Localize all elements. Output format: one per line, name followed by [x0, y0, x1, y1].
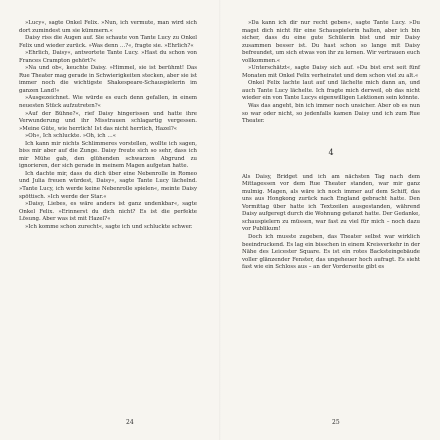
paragraph: Ich kann mir nichts Schlimmeres vorstellen, wollte ich sagen, biss mir aber auf die Zunge. Daisy freute sich so sehr, dass ich mir Mühe gab, den glühenden schwarzen Abgrund zu ignorieren, der sich gerade in meinem Magen aufgetan hatte. — [19, 140, 197, 170]
chapter-number: 4 — [328, 147, 334, 157]
page-number-right: 25 — [332, 419, 340, 426]
right-page — [242, 20, 420, 426]
paragraph: Daisy riss die Augen auf. Sie schaute von Tante Lucy zu Onkel Felix und wieder zurück. »Was denn …?«, fragte sie. »Ehrlich?« — [19, 35, 197, 49]
paragraph: Was das angeht, bin ich immer noch unsicher. Aber ob es nun so war oder nicht, so jedenfalls kamen Daisy und ich zum Rue Theater. — [242, 103, 420, 125]
page-number-left: 24 — [126, 419, 134, 426]
paragraph: Doch ich musste zugeben, das Theater selbst war wirklich beeindruckend. Es lag ein bisschen in einem Kreisverkehr in der Nähe des Leicester Square. Es ist ein rotes Backsteingebäude voller glänzender Fenster, das ungeheuer hoch aufragt. Es sieht fast wie ein Schloss aus – an der Vorderseite gibt es — [242, 234, 420, 271]
paragraph: »Da kann ich dir nur recht geben«, sagte Tante Lucy. »Du magst dich nicht für eine Schauspielerin halten, aber ich bin sicher, dass du eine gute Schülerin bist und mir Daisy zusammen besser ist. Du hast schon so lange mit Daisy befreundet, um sich etwas von ihr zu lernen. Wir vertrauen euch vollkommen.« — [242, 20, 420, 64]
right-page-text-after — [242, 174, 420, 272]
paragraph: »Auf der Bühne?«, rief Daisy hingerissen und hatte ihre Verwunderung und ihr Misstrauen schlagartig vergessen. »Meine Güte, wie herrlich! Ist das nicht herrlich, Hazel?« — [19, 110, 197, 132]
paragraph: »Unterschätzt«, sagte Daisy sich auf. »Du bist erst seit fünf Monaten mit Onkel Felix verheiratet und dem schon viel zu alt.« — [242, 65, 420, 79]
paragraph: »Na und ob«, keuchte Daisy. »Himmel, sie ist berühmt! Das Rue Theater mag gerade in Schwierigkeiten stecken, aber sie ist immer noch die wichtigste Shakespeare-Schauspielerin im ganzen Land!« — [19, 65, 197, 94]
right-page-text-before — [242, 20, 420, 126]
paragraph: »Ehrlich, Daisy«, antwortete Tante Lucy. »Hast du schon von Frances Crampton gehört?« — [19, 50, 197, 64]
paragraph: »Ich komme schon zurecht«, sagte ich und schluckte schwer. — [25, 223, 193, 230]
paragraph: »Daisy, Liebes, es wäre anders ist ganz undenkbar«, sagte Onkel Felix. »Erinnerst du dich nicht? Es ist die perfekte Lösung. Aber was ist mit Hazel?« — [19, 201, 197, 223]
paragraph: Ich dachte mir, dass du dich über eine Nebenrolle in Romeo und Julia freuen würdest, Daisy«, sagte Tante Lucy lächelnd. »Tante Lucy, ich werde keine Nebenrolle spielen«, meinte Daisy spöttisch. »Ich werde der Star.« — [19, 170, 197, 200]
left-page — [19, 20, 197, 426]
gutter — [219, 0, 221, 440]
paragraph: »Oh«, Ich schluckte. »Oh, ich …« — [25, 133, 117, 140]
paragraph: »Lucy«, sagte Onkel Felix. »Nun, ich vermute, man wird sich dort zumindest um sie kümmern.« — [19, 20, 197, 34]
paragraph: Onkel Felix lachte laut auf und lächelte mich dann an, und auch Tante Lucy lächelte. Ich fragte mich derweil, ob das nicht wieder ein von Tante Lucys eigenwilligen Lektionen sein könnte. — [242, 80, 420, 102]
paragraph: »Ausgezeichnet. Wie würde es euch denn gefallen, in einem neuesten Stück aufzutreten?« — [19, 95, 197, 110]
paragraph: Als Daisy, Bridget und ich am nächsten Tag nach dem Mittagessen vor dem Rue Theater standen, war mir ganz mulmig. Magen, als wäre ich noch immer auf dem Schiff, das uns aus Hongkong zurück nach England gebracht hatte. Den Vormittag über hatte ich Textzeilen ausgestanden, während Daisy aufgeregt durch die Wohnung getanzt hatte. Der Gedanke, schauspielern zu müssen, war fast zu viel für mich – noch dazu vor Publikum! — [242, 173, 420, 233]
